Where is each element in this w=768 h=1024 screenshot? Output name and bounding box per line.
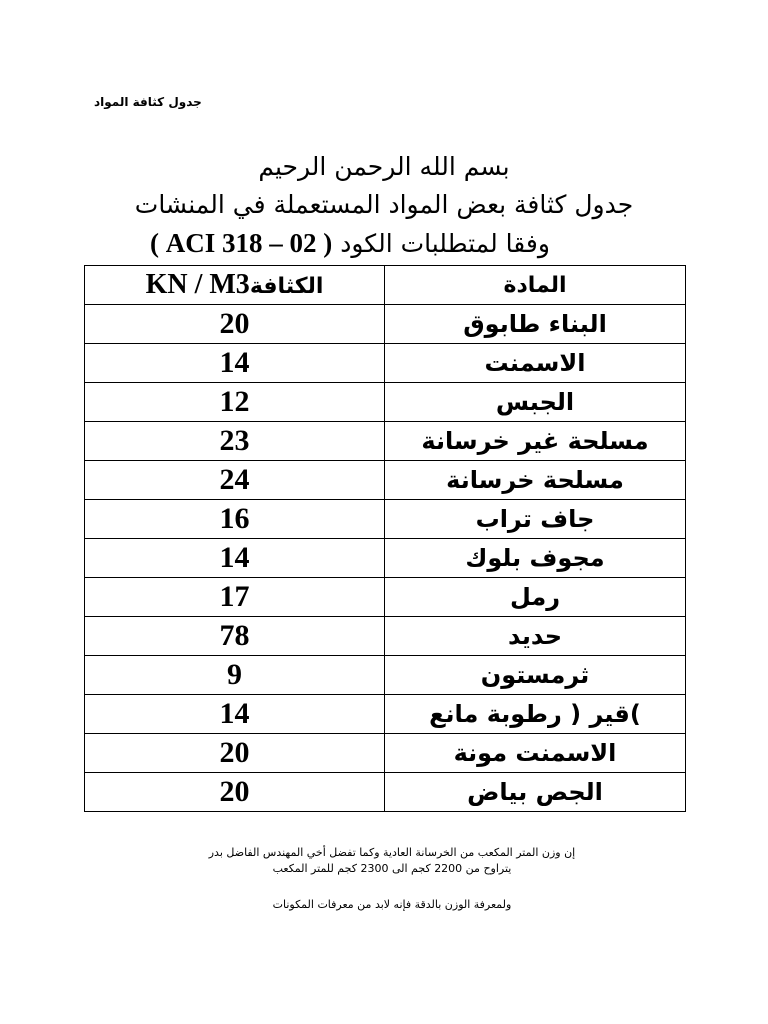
material-name: ثرمستون [385, 656, 686, 695]
table-row [85, 773, 686, 812]
table-row [85, 500, 686, 539]
density-value: 14 [85, 695, 385, 734]
density-value: 78 [85, 617, 385, 656]
header-density [85, 266, 385, 305]
density-value: 16 [85, 500, 385, 539]
material-name: جاف تراب [385, 500, 686, 539]
material-name: الجص بياض [385, 773, 686, 812]
density-value: 9 [85, 656, 385, 695]
code-reference [0, 224, 700, 263]
table-row [85, 734, 686, 773]
table-row [85, 578, 686, 617]
density-value: 14 [85, 539, 385, 578]
table-row [85, 344, 686, 383]
density-value: 14 [85, 344, 385, 383]
density-value: 20 [85, 773, 385, 812]
material-name: الاسمنت مونة [385, 734, 686, 773]
density-table [84, 265, 686, 812]
table-row [85, 695, 686, 734]
table-row [85, 305, 686, 344]
header-note: جدول كثافة المواد [94, 95, 202, 109]
density-value: 24 [85, 461, 385, 500]
table-row [85, 656, 686, 695]
footer-note-2: يتراوح من 2200 كجم الى 2300 كجم للمتر المكعب [272, 862, 512, 875]
material-name: مجوف بلوك [385, 539, 686, 578]
density-value: 17 [85, 578, 385, 617]
header-density-unit: KN / M3 [145, 269, 250, 300]
material-name: البناء طابوق [385, 305, 686, 344]
table-row [85, 539, 686, 578]
code-reference-code: ( ACI 318 – 02 ) [150, 228, 333, 258]
material-name: الاسمنت [385, 344, 686, 383]
material-name: حديد [385, 617, 686, 656]
material-name: مسلحة غير خرسانة [385, 422, 686, 461]
material-name: )قير ( رطوبة مانع [385, 695, 686, 734]
code-reference-text: وفقا لمتطلبات الكود [340, 229, 550, 258]
material-name: مسلحة خرسانة [385, 461, 686, 500]
density-value: 20 [85, 305, 385, 344]
density-value: 23 [85, 422, 385, 461]
header-material: المادة [385, 266, 686, 305]
table-header-row [85, 266, 686, 305]
page-title: جدول كثافة بعض المواد المستعملة في المنشات [134, 190, 634, 219]
density-value: 12 [85, 383, 385, 422]
header-density-label: الكثافة [249, 274, 324, 299]
table-row [85, 383, 686, 422]
basmala: بسم الله الرحمن الرحيم [258, 152, 510, 181]
table-row [85, 461, 686, 500]
density-value: 20 [85, 734, 385, 773]
footer-note-1: إن وزن المتر المكعب من الخرسانة العادية وكما تفضل أخي المهندس الفاضل بدر [208, 846, 576, 859]
table-row [85, 617, 686, 656]
material-name: الجبس [385, 383, 686, 422]
material-name: رمل [385, 578, 686, 617]
table-row [85, 422, 686, 461]
footer-note-3: ولمعرفة الوزن بالدقة فإنه لابد من معرفات المكونات [272, 898, 512, 911]
